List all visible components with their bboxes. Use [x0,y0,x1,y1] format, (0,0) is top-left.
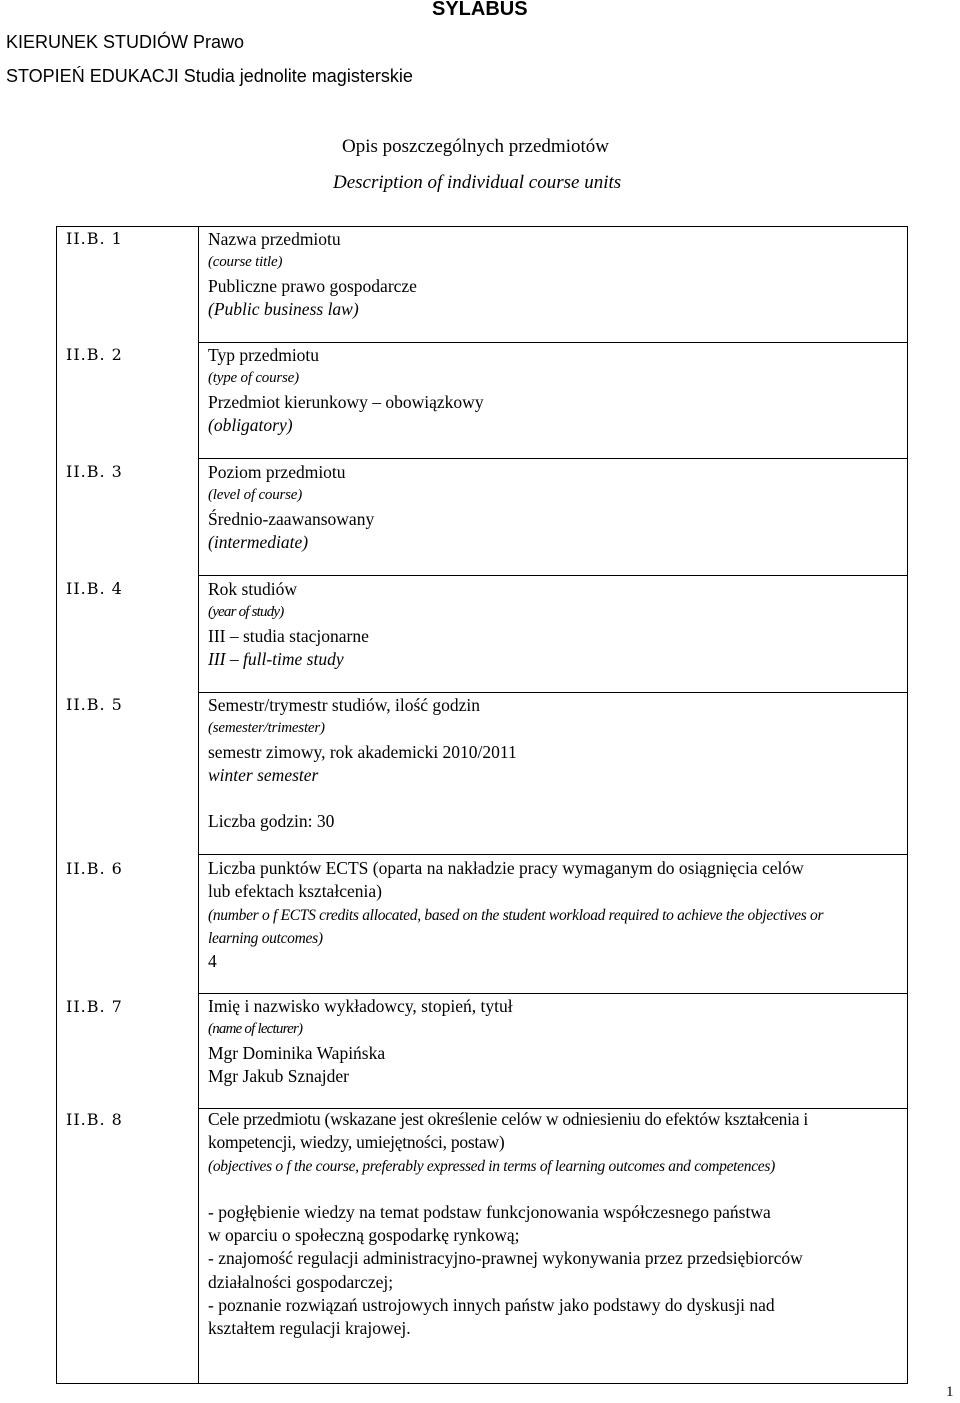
field-sublabel: learning outcomes) [208,929,323,947]
field-value-en: (Public business law) [208,298,359,319]
section-year-of-study [208,578,898,671]
ects-value: 4 [208,951,217,972]
goal-line: w oparciu o społeczną gospodarkę rynkową; [208,1225,520,1246]
row-separator [198,575,907,576]
field-value: III – studia stacjonarne [208,625,369,646]
lecturer-name: Mgr Dominika Wapińska [208,1042,386,1063]
field-label: Imię i nazwisko wykładowcy, stopień, tytuł [208,996,513,1016]
section-course-level [208,461,898,554]
row-separator [198,458,907,459]
section-code: II.B. 3 [66,462,123,481]
section-code: II.B. 4 [66,579,123,598]
goal-line: działalności gospodarczej; [208,1271,394,1292]
section-course-title [208,228,898,321]
field-label: Poziom przedmiotu [208,462,346,482]
field-value-en: (obligatory) [208,414,293,435]
field-sublabel: (objectives o f the course, preferably expressed in terms of learning outcomes and competences) [208,1157,775,1175]
section-ects [208,857,898,973]
section-code: II.B. 1 [66,229,123,248]
section-code: II.B. 2 [66,345,123,364]
section-code: II.B. 6 [66,859,123,878]
goal-line: - poznanie rozwiązań ustrojowych innych państw jako podstawy do dyskusji nad [208,1295,775,1316]
section-code: II.B. 7 [66,997,123,1016]
section-course-type [208,344,898,437]
field-value-en: (intermediate) [208,531,309,552]
field-label: Rok studiów [208,579,297,599]
field-sublabel: (course title) [208,254,283,271]
section-objectives [208,1108,898,1341]
field-label: Typ przedmiotu [208,345,320,365]
opis-pl: Opis poszczególnych przedmiotów [342,136,609,157]
field-value: Publiczne prawo gospodarcze [208,275,417,296]
stopien-line: STOPIEŃ EDUKACJI Studia jednolite magisterskie [6,66,413,86]
kierunek-line: KIERUNEK STUDIÓW Prawo [6,32,245,52]
field-sublabel: (type of course) [208,370,299,387]
page-number: 1 [946,1384,954,1400]
field-sublabel: (level of course) [208,487,303,504]
field-label: Cele przedmiotu (wskazane jest określenie celów w odniesieniu do efektów kształcenia i [208,1109,809,1129]
section-lecturer [208,995,898,1088]
field-label: Semestr/trymestr studiów, ilość godzin [208,695,481,715]
sylabus-heading: SYLABUS [432,0,528,20]
field-value: semestr zimowy, rok akademicki 2010/2011 [208,741,517,762]
field-sublabel: (year of study) [208,604,284,621]
section-code: II.B. 8 [66,1110,123,1129]
opis-en: Description of individual course units [333,172,622,193]
field-sublabel: (semester/trimester) [208,720,325,737]
row-separator [198,342,907,343]
field-value: Średnio-zaawansowany [208,508,375,529]
hours-count: Liczba godzin: 30 [208,811,335,832]
field-value-en: III – full-time study [208,648,344,669]
field-label: kompetencji, wiedzy, umiejętności, postaw) [208,1132,505,1153]
row-separator [198,692,907,693]
section-code: II.B. 5 [66,695,123,714]
field-sublabel: (number o f ECTS credits allocated, based on the student workload required to achieve the objectives or [208,906,824,924]
goal-line: - pogłębienie wiedzy na temat podstaw funkcjonowania współczesnego państwa [208,1201,771,1222]
field-sublabel: (name of lecturer) [208,1021,303,1038]
column-divider [198,226,199,1384]
section-semester [208,694,898,833]
field-value: Przedmiot kierunkowy – obowiązkowy [208,391,484,412]
field-label: lub efektach kształcenia) [208,881,382,902]
field-label: Nazwa przedmiotu [208,229,341,249]
row-separator [198,854,907,855]
goal-line: - znajomość regulacji administracyjno-prawnej wykonywania przez przedsiębiorców [208,1248,803,1269]
row-separator [198,993,907,994]
field-label: Liczba punktów ECTS (oparta na nakładzie pracy wymaganym do osiągnięcia celów [208,858,804,878]
lecturer-name: Mgr Jakub Sznajder [208,1065,349,1086]
field-value-en: winter semester [208,764,319,785]
goal-line: kształtem regulacji krajowej. [208,1318,411,1339]
